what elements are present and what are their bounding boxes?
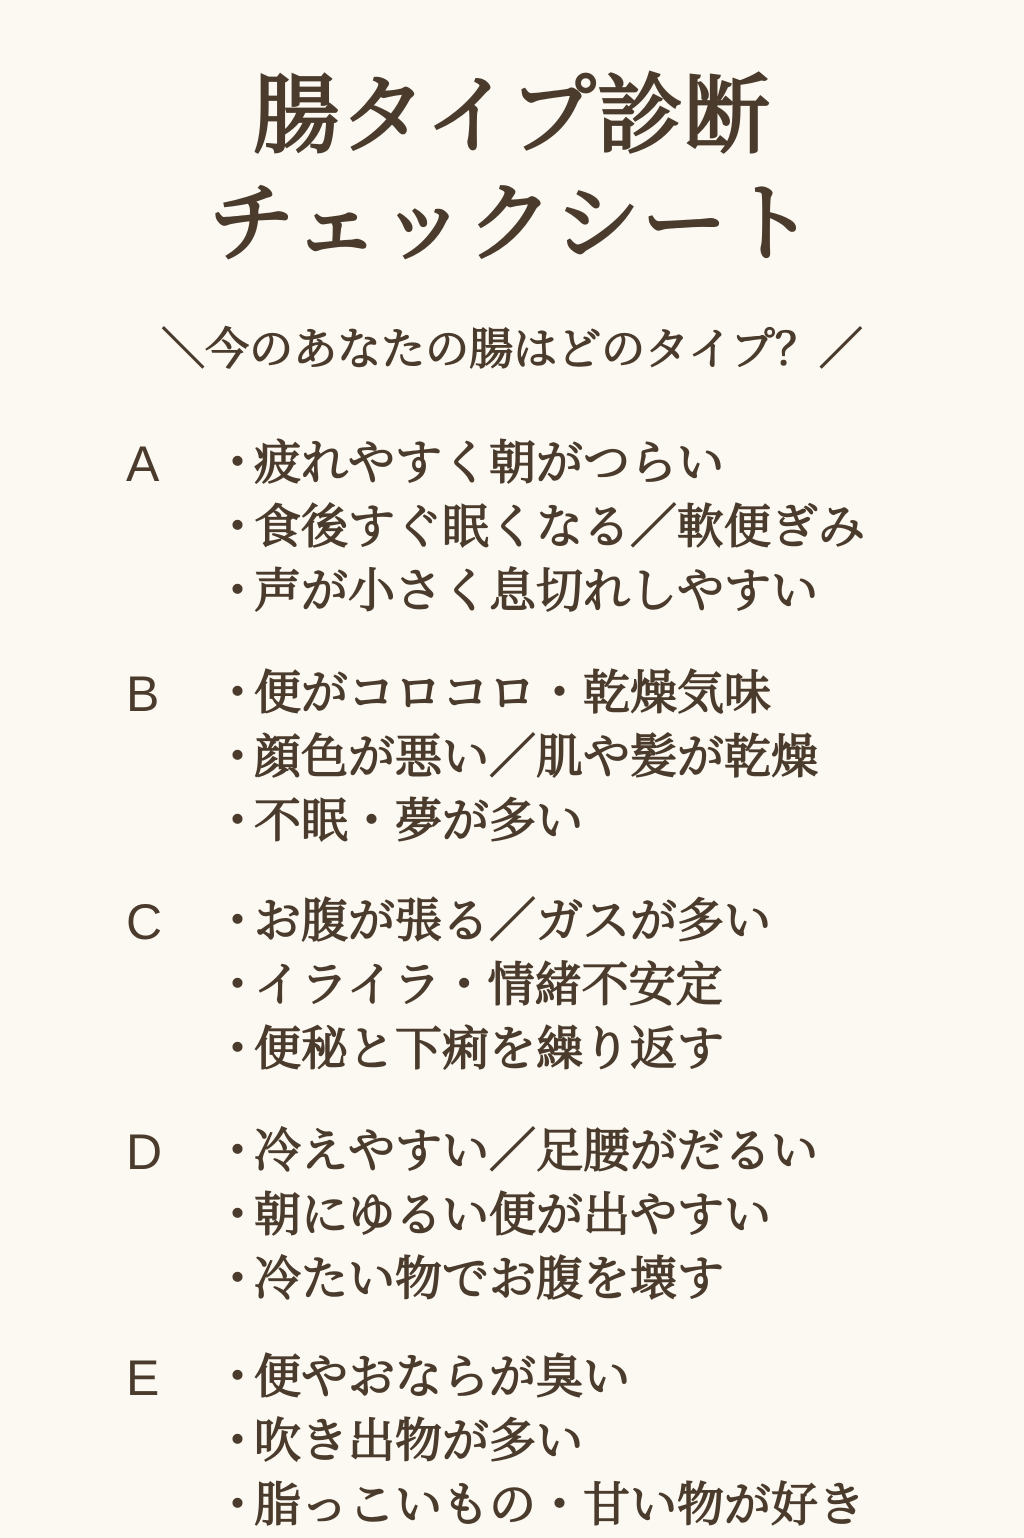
symptom-text: 疲れやすく朝がつらい bbox=[254, 436, 724, 491]
type-letter: C bbox=[126, 894, 163, 950]
type-letter: A bbox=[126, 436, 160, 492]
symptom-text: 吹き出物が多い bbox=[254, 1414, 583, 1469]
symptom-list bbox=[214, 1346, 865, 1538]
bullet-icon: ・ bbox=[214, 730, 261, 785]
symptom-item bbox=[214, 1410, 865, 1474]
symptom-text: 冷えやすい／足腰がだるい bbox=[254, 1124, 818, 1179]
bullet-icon: ・ bbox=[214, 1350, 261, 1405]
type-letter: D bbox=[126, 1124, 163, 1180]
type-letter: B bbox=[126, 666, 160, 722]
symptom-text: お腹が張る／ガスが多い bbox=[254, 894, 771, 949]
symptom-item bbox=[214, 1474, 865, 1538]
symptom-text: 便秘と下痢を繰り返す bbox=[254, 1022, 724, 1077]
symptom-text: 冷たい物でお腹を壊す bbox=[254, 1252, 724, 1307]
bullet-icon: ・ bbox=[214, 1022, 261, 1077]
symptom-text: 便やおならが臭い bbox=[254, 1350, 630, 1405]
bullet-icon: ・ bbox=[214, 1478, 261, 1533]
symptom-item bbox=[214, 496, 865, 560]
symptom-item bbox=[214, 1248, 818, 1312]
symptom-item bbox=[214, 1120, 818, 1184]
bullet-icon: ・ bbox=[214, 1252, 261, 1307]
symptom-text: 食後すぐ眠くなる／軟便ぎみ bbox=[254, 500, 865, 555]
title-line-2: チェックシート bbox=[208, 174, 816, 274]
symptom-item bbox=[214, 432, 865, 496]
symptom-item bbox=[214, 560, 865, 624]
bullet-icon: ・ bbox=[214, 500, 261, 555]
subtitle: ＼今のあなたの腸はどのタイプ？／ bbox=[161, 324, 863, 375]
symptom-item bbox=[214, 790, 818, 854]
symptom-item bbox=[214, 890, 771, 954]
symptom-item bbox=[214, 1018, 771, 1082]
symptom-item bbox=[214, 726, 818, 790]
symptom-text: 不眠・夢が多い bbox=[254, 794, 583, 849]
bullet-icon: ・ bbox=[214, 564, 261, 619]
bullet-icon: ・ bbox=[214, 794, 261, 849]
symptom-text: 顔色が悪い／肌や髪が乾燥 bbox=[254, 730, 818, 785]
symptom-item bbox=[214, 662, 818, 726]
bullet-icon: ・ bbox=[214, 1124, 261, 1179]
symptom-text: 便がコロコロ・乾燥気味 bbox=[254, 666, 771, 721]
bullet-icon: ・ bbox=[214, 958, 261, 1013]
symptom-text: 脂っこいもの・甘い物が好き bbox=[254, 1478, 865, 1533]
symptom-item bbox=[214, 1346, 865, 1410]
symptom-list bbox=[214, 890, 771, 1082]
bullet-icon: ・ bbox=[214, 1414, 261, 1469]
symptom-list bbox=[214, 1120, 818, 1312]
bullet-icon: ・ bbox=[214, 894, 261, 949]
title-line-1: 腸タイプ診断 bbox=[253, 66, 771, 166]
symptom-item bbox=[214, 1184, 818, 1248]
symptom-list bbox=[214, 662, 818, 854]
bullet-icon: ・ bbox=[214, 666, 261, 721]
symptom-item bbox=[214, 954, 771, 1018]
type-letter: E bbox=[126, 1350, 160, 1406]
symptom-text: イライラ・情緒不安定 bbox=[254, 958, 723, 1013]
symptom-text: 朝にゆるい便が出やすい bbox=[254, 1188, 771, 1243]
symptom-list bbox=[214, 432, 865, 624]
bullet-icon: ・ bbox=[214, 436, 261, 491]
page-title bbox=[0, 62, 1024, 278]
bullet-icon: ・ bbox=[214, 1188, 261, 1243]
symptom-text: 声が小さく息切れしやすい bbox=[254, 564, 818, 619]
